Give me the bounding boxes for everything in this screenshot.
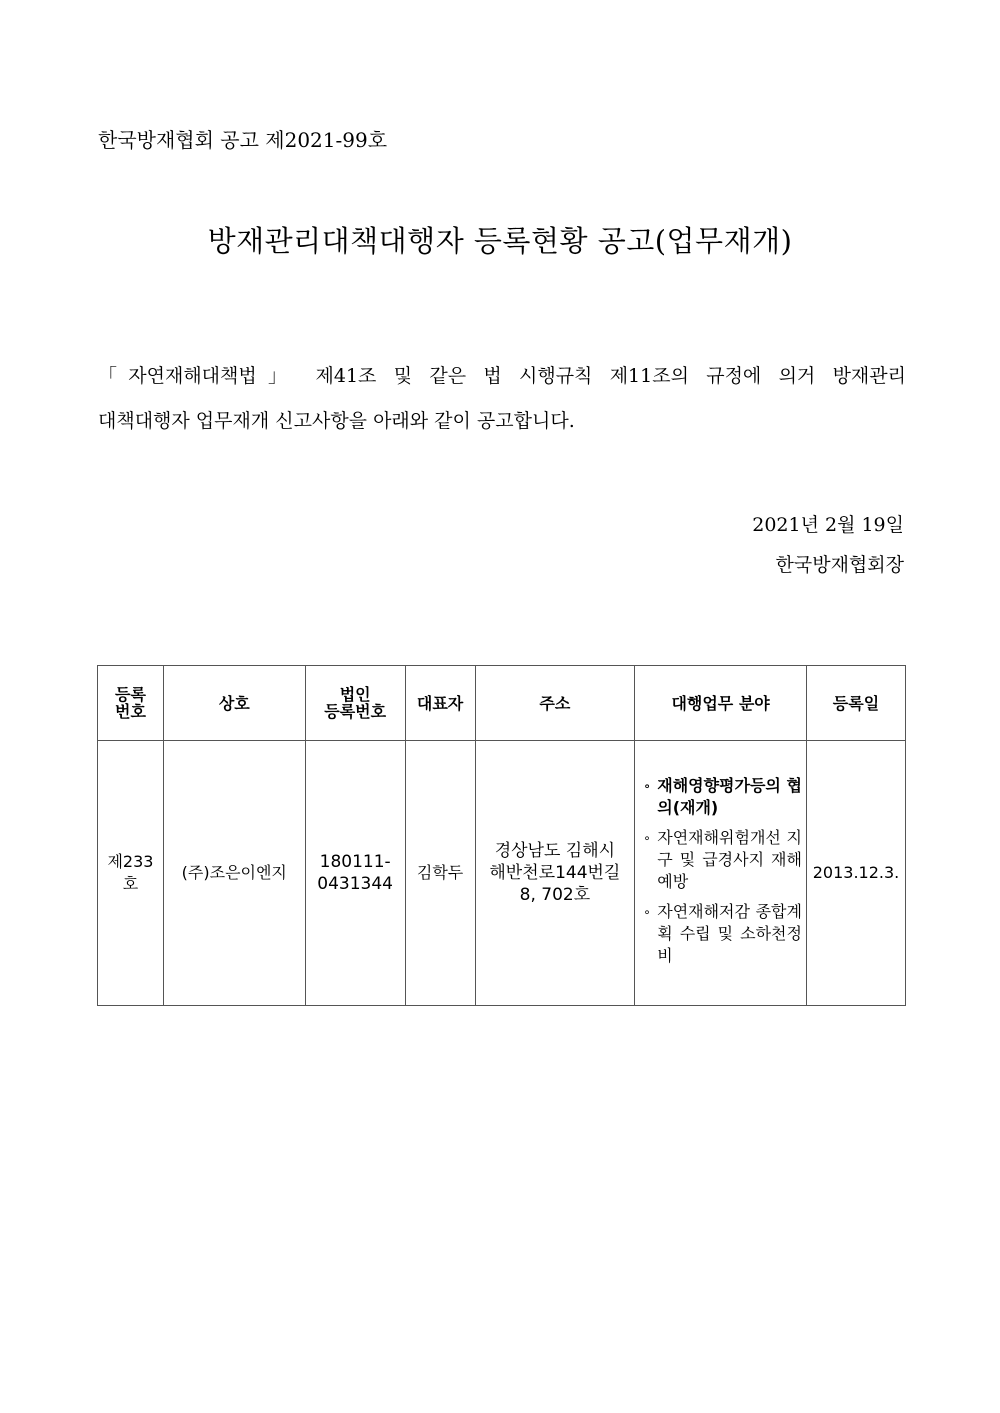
cell-ceo: 김학두 [405,741,475,1006]
bullet-icon: ∘ [643,830,651,845]
business-item-text: 자연재해위험개선 지구 및 급경사지 재해예방 [657,827,802,891]
business-item [643,775,802,819]
cell-reg-date: 2013.12.3. [806,741,905,1006]
header-company: 상호 [163,666,305,741]
cell-company: (주)조은이엔지 [163,741,305,1006]
body-line-1: 「자연재해대책법」 제41조 및 같은 법 시행규칙 제11조의 규정에 의거 방재관리 [98,365,906,387]
cell-corp-no: 180111- 0431344 [305,741,405,1006]
cell-address: 경상남도 김해시 해반천로144번길 8, 702호 [475,741,635,1006]
notice-number: 한국방재협회 공고 제2021-99호 [98,128,388,152]
table-row [98,741,906,1006]
bullet-icon: ∘ [643,904,651,919]
business-list [637,775,804,967]
header-ceo: 대표자 [405,666,475,741]
issuer-name: 한국방재협회장 [775,554,904,576]
business-item [643,901,802,967]
registration-table [97,665,906,1006]
header-address: 주소 [475,666,635,741]
bullet-icon: ∘ [643,778,651,793]
body-paragraph [98,354,906,444]
business-item-text: 자연재해저감 종합계획 수립 및 소하천정비 [657,901,802,965]
header-business: 대행업무 분야 [635,666,807,741]
business-item-text: 재해영향평가등의 협의(재개) [657,775,802,817]
body-line-2: 대책대행자 업무재개 신고사항을 아래와 같이 공고합니다. [98,410,575,432]
notice-date: 2021년 2월 19일 [752,514,904,536]
cell-business [635,741,807,1006]
business-item [643,827,802,893]
header-reg-date: 등록일 [806,666,905,741]
table-header-row [98,666,906,741]
cell-reg-no: 제233호 [98,741,164,1006]
document-title: 방재관리대책대행자 등록현황 공고(업무재개) [207,224,793,258]
header-corp-no: 법인 등록번호 [305,666,405,741]
header-reg-no: 등록 번호 [98,666,164,741]
